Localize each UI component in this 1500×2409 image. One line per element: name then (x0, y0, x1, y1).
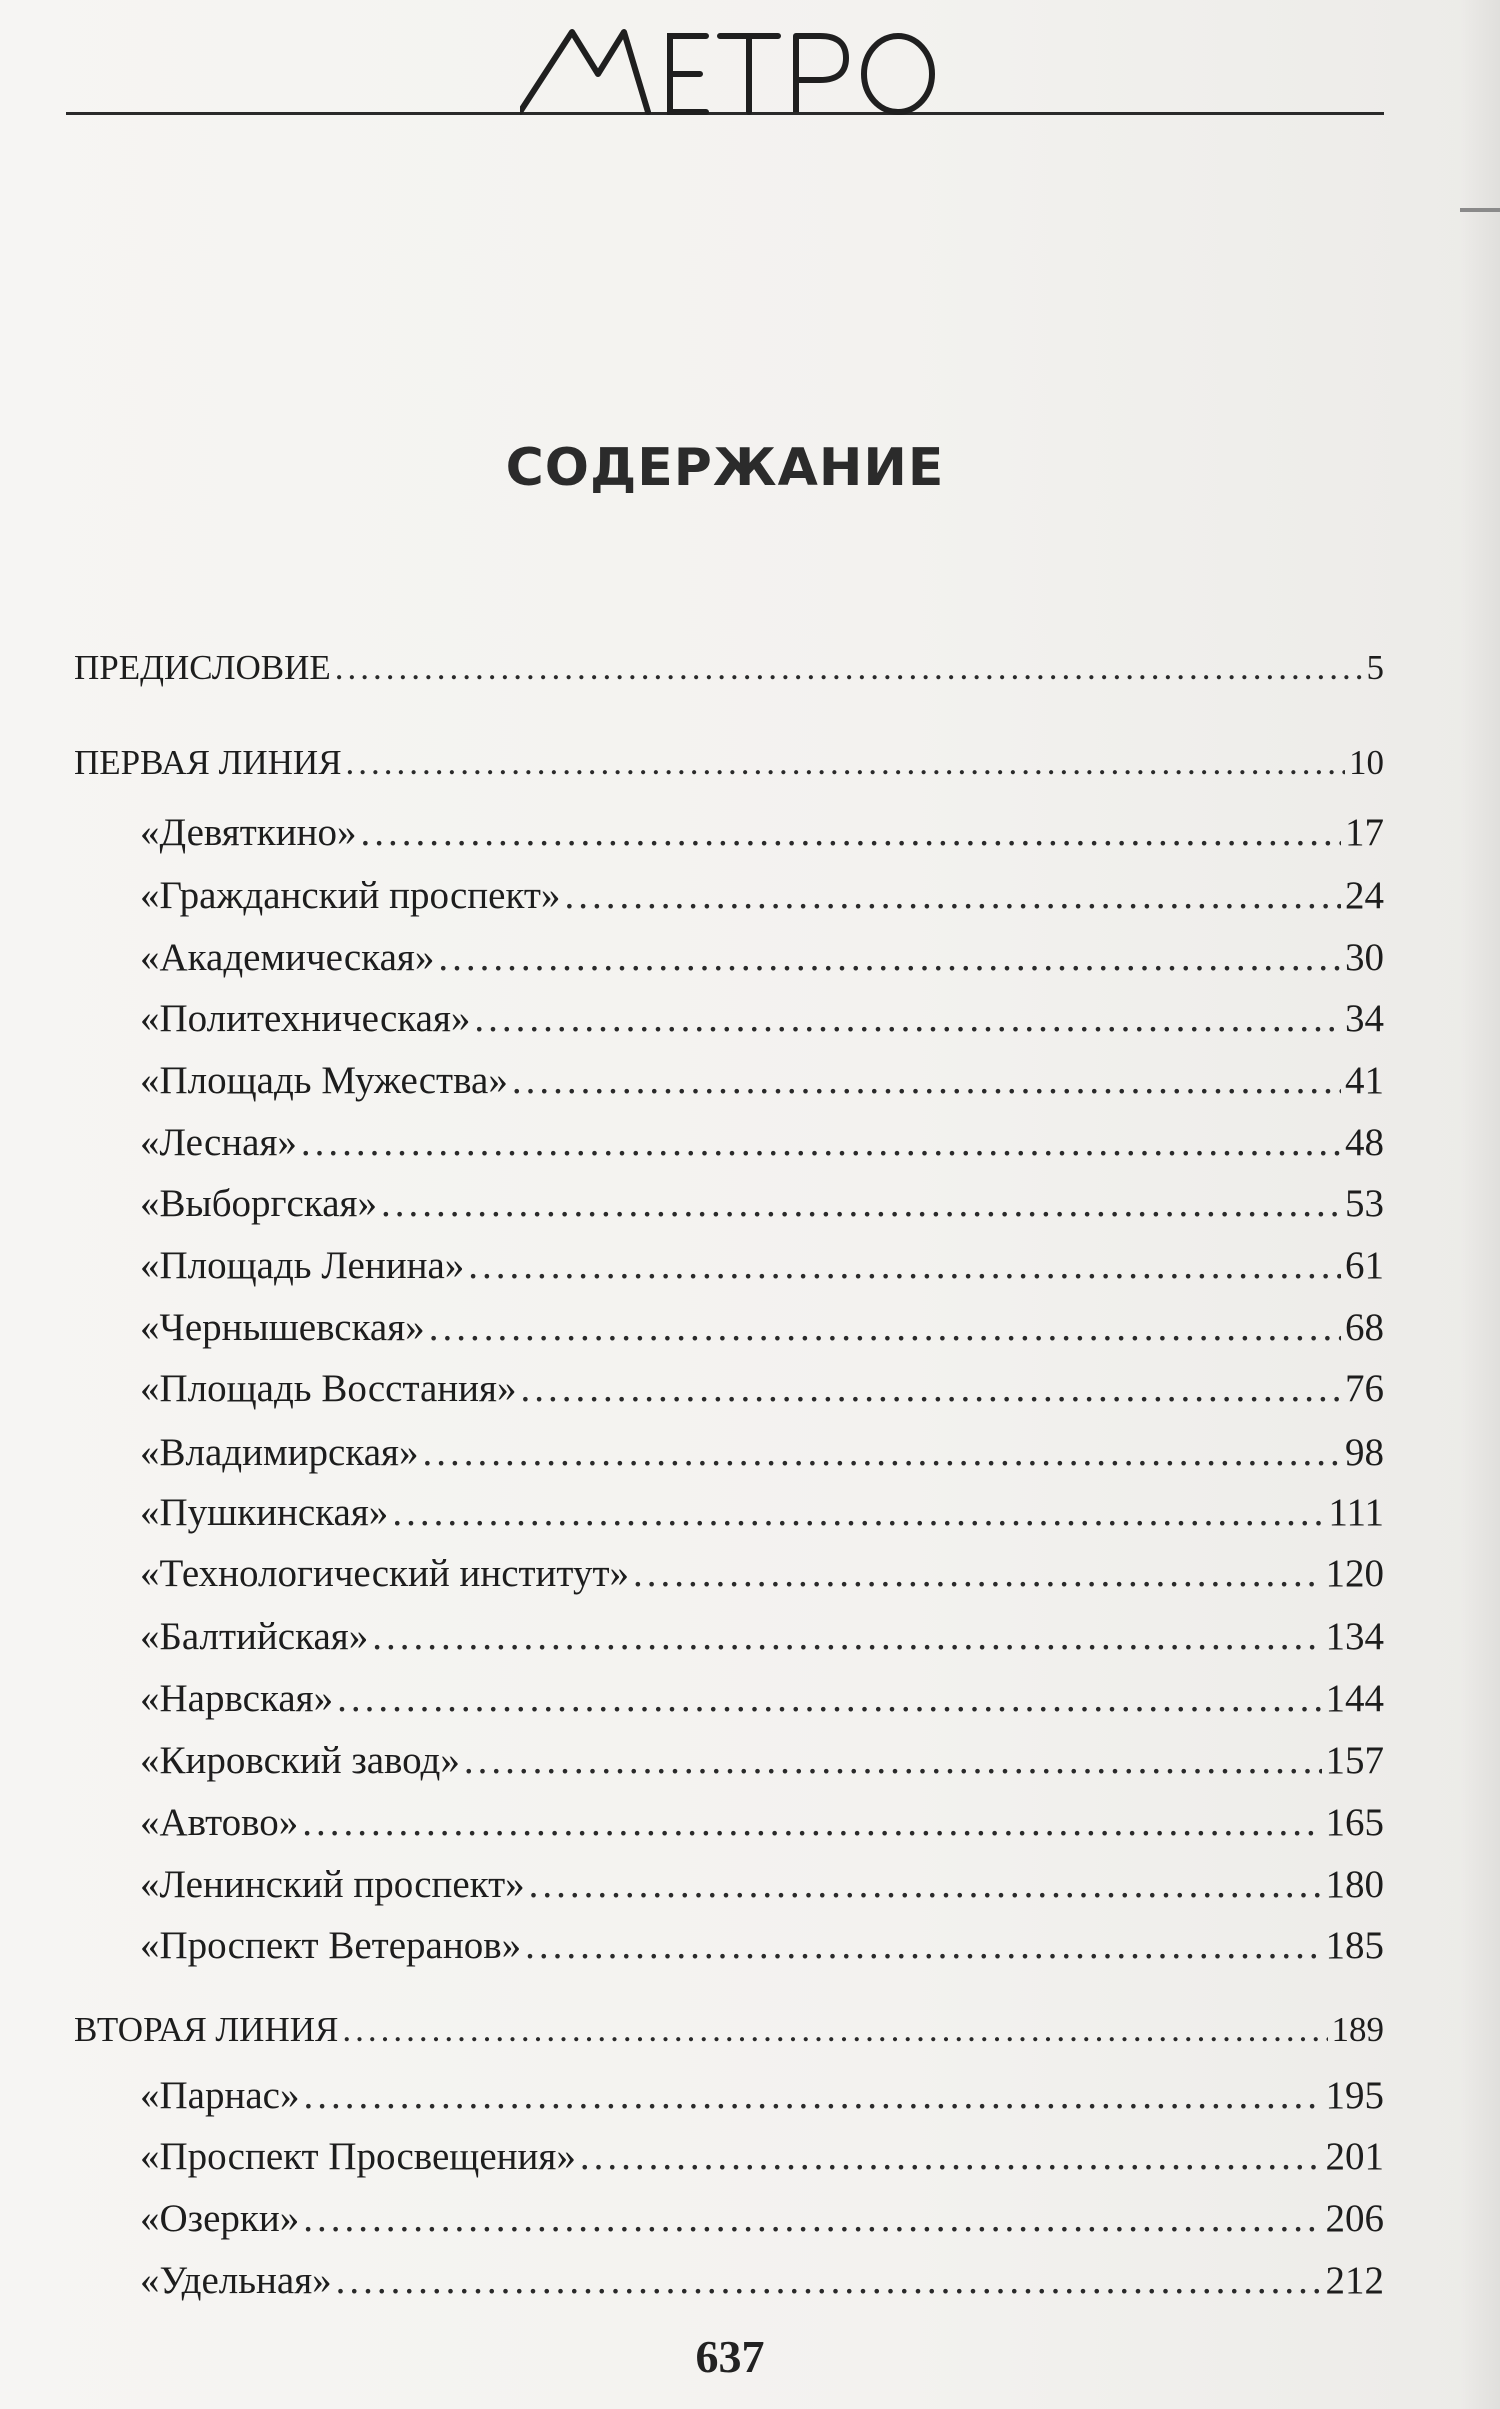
toc-entry-page: 157 (1325, 1739, 1384, 1782)
toc-entry-page: 24 (1345, 874, 1384, 917)
page-number: 637 (695, 2331, 765, 2382)
toc-entry-page: 76 (1345, 1367, 1384, 1410)
metro-logo (520, 14, 940, 124)
dot-leader (474, 996, 1341, 1041)
toc-entry-page: 201 (1325, 2135, 1384, 2178)
toc-station-row (74, 1676, 1384, 1721)
toc-station-row (74, 2196, 1384, 2241)
toc-entry-page: 30 (1345, 936, 1384, 979)
toc-station-row (74, 1614, 1384, 1659)
page-edge-shadow (1460, 0, 1500, 2409)
toc-entry-label: «Площадь Мужества» (140, 1059, 508, 1102)
toc-station-row (74, 2134, 1384, 2179)
toc-entry-label: «Автово» (140, 1801, 299, 1844)
toc-entry-label: «Владимирская» (140, 1431, 419, 1474)
toc-entry-label: ПРЕДИСЛОВИЕ (74, 648, 331, 687)
toc-section-row (74, 2010, 1384, 2050)
toc-entry-page: 111 (1328, 1491, 1384, 1534)
toc-station-row (74, 996, 1384, 1041)
dot-leader (429, 1305, 1341, 1350)
dot-leader (529, 1862, 1322, 1907)
dot-leader (303, 2073, 1321, 2118)
toc-entry-label: «Балтийская» (140, 1615, 369, 1658)
dot-leader (564, 873, 1341, 918)
toc-entry-page: 144 (1325, 1677, 1384, 1720)
toc-station-row (74, 935, 1384, 980)
toc-entry-label: «Выборгская» (140, 1182, 377, 1225)
toc-station-row (74, 1305, 1384, 1350)
toc-entry-label: «Лесная» (140, 1121, 297, 1164)
dot-leader (580, 2134, 1322, 2179)
toc-entry-page: 61 (1345, 1244, 1384, 1287)
toc-entry-page: 180 (1325, 1863, 1384, 1906)
toc-entry-label: ПЕРВАЯ ЛИНИЯ (74, 743, 342, 782)
toc-entry-label: «Проспект Ветеранов» (140, 1924, 522, 1967)
toc-entry-page: 34 (1345, 997, 1384, 1040)
page-edge-mark (1460, 208, 1500, 212)
toc-entry-page: 48 (1345, 1121, 1384, 1164)
toc-entry-page: 185 (1325, 1924, 1384, 1967)
dot-leader (422, 1430, 1341, 1475)
page-title: СОДЕРЖАНИЕ (505, 438, 945, 498)
toc-entry-label: «Чернышевская» (140, 1306, 425, 1349)
toc-station-row (74, 1058, 1384, 1103)
toc-entry-page: 195 (1325, 2074, 1384, 2117)
toc-station-row (74, 1120, 1384, 1165)
dot-leader (464, 1738, 1322, 1783)
toc-station-row (74, 1366, 1384, 1411)
toc-station-row (74, 1243, 1384, 1288)
toc-entry-label: «Политехническая» (140, 997, 471, 1040)
toc-entry-label: «Технологический институт» (140, 1552, 630, 1595)
toc-entry-label: «Парнас» (140, 2074, 300, 2117)
toc-station-row (74, 2073, 1384, 2118)
toc-station-row (74, 1490, 1384, 1535)
toc-station-row (74, 1430, 1384, 1475)
toc-entry-label: «Удельная» (140, 2259, 332, 2302)
toc-entry-label: «Академическая» (140, 936, 435, 979)
toc-section-row (74, 743, 1384, 783)
toc-station-row (74, 810, 1384, 855)
toc-entry-page: 53 (1345, 1182, 1384, 1225)
toc-station-row (74, 873, 1384, 918)
toc-station-row (74, 1738, 1384, 1783)
dot-leader (336, 2258, 1322, 2303)
dot-leader (346, 743, 1345, 783)
toc-entry-label: «Озерки» (140, 2197, 300, 2240)
toc-entry-page: 5 (1366, 648, 1384, 687)
dot-leader (392, 1490, 1324, 1535)
toc-station-row (74, 1181, 1384, 1226)
toc-station-row (74, 1923, 1384, 1968)
dot-leader (468, 1243, 1341, 1288)
dot-leader (525, 1923, 1321, 1968)
toc-entry-page: 134 (1325, 1615, 1384, 1658)
toc-station-row (74, 1551, 1384, 1596)
toc-entry-label: «Ленинский проспект» (140, 1863, 525, 1906)
dot-leader (337, 1676, 1321, 1721)
toc-entry-label: «Девяткино» (140, 811, 357, 854)
dot-leader (335, 648, 1363, 688)
dot-leader (372, 1614, 1321, 1659)
dot-leader (438, 935, 1341, 980)
toc-entry-label: ВТОРАЯ ЛИНИЯ (74, 2010, 339, 2049)
toc-entry-label: «Проспект Просвещения» (140, 2135, 576, 2178)
toc-entry-label: «Пушкинская» (140, 1491, 389, 1534)
toc-entry-page: 10 (1349, 743, 1384, 782)
toc-station-row (74, 1862, 1384, 1907)
dot-leader (303, 2196, 1321, 2241)
toc-station-row (74, 1800, 1384, 1845)
toc-entry-page: 212 (1325, 2259, 1384, 2302)
dot-leader (302, 1800, 1321, 1845)
toc-entry-page: 41 (1345, 1059, 1384, 1102)
toc-entry-page: 17 (1345, 811, 1384, 854)
toc-entry-label: «Кировский завод» (140, 1739, 460, 1782)
dot-leader (633, 1551, 1321, 1596)
toc-entry-label: «Площадь Ленина» (140, 1244, 465, 1287)
dot-leader (342, 2010, 1327, 2050)
dot-leader (301, 1120, 1341, 1165)
toc-section-row (74, 648, 1384, 688)
toc-entry-page: 189 (1331, 2010, 1384, 2049)
toc-entry-label: «Гражданский проспект» (140, 874, 561, 917)
toc-entry-page: 98 (1345, 1431, 1384, 1474)
toc-entry-page: 68 (1345, 1306, 1384, 1349)
dot-leader (360, 810, 1341, 855)
dot-leader (512, 1058, 1341, 1103)
toc-entry-label: «Площадь Восстания» (140, 1367, 517, 1410)
toc-entry-page: 120 (1325, 1552, 1384, 1595)
toc-station-row (74, 2258, 1384, 2303)
toc-entry-label: «Нарвская» (140, 1677, 334, 1720)
dot-leader (381, 1181, 1341, 1226)
toc-entry-page: 165 (1325, 1801, 1384, 1844)
toc-entry-page: 206 (1325, 2197, 1384, 2240)
dot-leader (520, 1366, 1341, 1411)
